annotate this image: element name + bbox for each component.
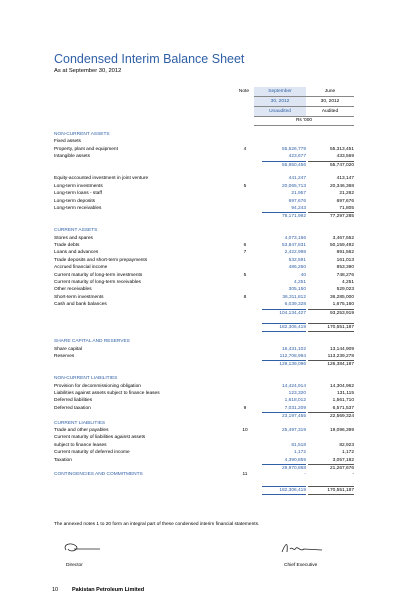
prior-value: - (352, 472, 354, 478)
statement-row (54, 301, 354, 308)
current-value: 182,306,419 (262, 486, 306, 495)
current-period-header-line2: 30, 2012 (270, 99, 290, 104)
row-label: Stores and spares (54, 235, 93, 241)
prior-value: 161,013 (336, 257, 354, 263)
current-value: 81,518 (291, 442, 306, 448)
row-label: Liabilities against assets subject to finance leases (54, 391, 160, 396)
row-label: Other receivables (54, 287, 92, 293)
current-value: 23,197,455 (262, 412, 306, 420)
prior-value: 14,304,962 (329, 383, 354, 389)
current-period-header-line3: Unaudited (269, 109, 291, 114)
row-label: Provision for decommissioning obligation (54, 383, 141, 389)
current-value: 7,031,209 (284, 405, 306, 411)
row-note: 7 (243, 250, 247, 256)
prior-value: 1,561,710 (332, 398, 354, 404)
current-value: 2,422,998 (284, 250, 306, 256)
subtotal-row (54, 464, 354, 471)
prior-value: 4,251 (341, 280, 354, 285)
current-value: 1,172 (293, 450, 306, 456)
current-value: 6,039,328 (284, 302, 306, 308)
chief-executive-signature (278, 540, 328, 556)
row-label: Cash and bank balances (54, 302, 107, 308)
row-label: Long-term investments (54, 183, 103, 189)
prior-value: 19,096,399 (329, 428, 354, 433)
section-heading (54, 227, 354, 234)
row-note: 6 (243, 243, 247, 248)
prior-value: 3,467,552 (332, 235, 354, 241)
prior-value: 36,285,000 (329, 294, 354, 300)
row-note: 5 (243, 183, 247, 189)
statement-row (54, 249, 354, 256)
current-value: 20,065,713 (281, 183, 306, 189)
subtotal-row (54, 309, 354, 316)
row-note: 11 (242, 472, 248, 478)
statement-row (54, 190, 354, 197)
prior-value: 55,747,020 (308, 161, 354, 169)
header-divider (254, 96, 354, 97)
row-label: Current maturity of long-term investments (54, 272, 143, 278)
row-label: Share capital (54, 346, 82, 352)
row-label: Taxation (54, 457, 72, 463)
row-label: Current maturity of liabilities against assets (54, 435, 146, 441)
prior-value: 82,923 (339, 442, 354, 448)
note-column-header: Note (238, 89, 250, 94)
chief-executive-label: Chief Executive (284, 563, 318, 568)
section-heading (54, 420, 354, 427)
statement-row (54, 146, 354, 153)
statement-row (54, 449, 354, 456)
prior-value: 21,267,676 (308, 464, 354, 472)
row-label: NON-CURRENT LIABILITIES (54, 376, 118, 382)
statement-row (54, 286, 354, 293)
prior-value: 13,144,909 (329, 346, 354, 352)
current-value: 55,950,456 (262, 161, 306, 169)
prior-value: 126,384,187 (308, 360, 354, 368)
statement-row (54, 235, 354, 242)
section-heading (54, 131, 354, 138)
statement-row (54, 442, 354, 449)
prior-value: 697,676 (336, 198, 354, 204)
director-label: Director (66, 563, 83, 568)
prior-period-header-line3: Audited (321, 109, 339, 114)
prior-value: 170,551,187 (308, 486, 354, 495)
statement-row (54, 153, 354, 160)
row-note: 4 (243, 146, 247, 152)
current-value: 1,618,012 (284, 398, 306, 404)
prior-value: 55,313,451 (329, 146, 354, 152)
row-label: Trade deposits and short-term prepayments (54, 257, 148, 263)
prior-value: 433,569 (336, 154, 354, 160)
prior-value: 170,551,187 (308, 323, 354, 332)
row-label: Trade and other payables (54, 428, 109, 433)
current-value: 29,970,868 (262, 464, 306, 472)
statement-row (54, 479, 354, 486)
row-label: Deferred liabilities (54, 398, 93, 404)
page-number: 10 (52, 587, 59, 593)
row-note: 5 (243, 272, 247, 278)
row-label: Long-term deposits (54, 198, 96, 204)
prior-value: 748,276 (336, 272, 354, 278)
prior-value: 77,297,285 (308, 212, 354, 220)
statement-row (54, 205, 354, 212)
statement-row (54, 242, 354, 249)
row-label: CURRENT ASSETS (54, 228, 98, 234)
prior-value: 22,569,324 (308, 412, 354, 420)
statement-row (54, 427, 354, 434)
row-label: CONTINGENCIES AND COMMITMENTS (54, 472, 143, 478)
row-label: Long-term loans - staff (54, 191, 102, 197)
prior-value: 6,571,537 (332, 405, 354, 411)
current-value: 123,320 (288, 391, 306, 396)
row-label: NON-CURRENT ASSETS (54, 132, 110, 137)
statement-row (54, 279, 354, 286)
current-value: 78,171,992 (262, 212, 306, 220)
current-value: 486,260 (288, 265, 306, 271)
prior-value: 71,805 (339, 206, 354, 211)
header-divider (254, 125, 354, 126)
page-title: Condensed Interim Balance Sheet (54, 52, 245, 66)
row-label: Fixed assets (54, 139, 81, 145)
prior-value: 131,115 (337, 391, 354, 396)
prior-value: 20,346,368 (329, 183, 354, 189)
current-value: 14,424,914 (281, 383, 306, 389)
statement-row (54, 331, 354, 338)
statement-row (54, 368, 354, 375)
current-value: 94,243 (291, 206, 306, 211)
statement-row (54, 264, 354, 271)
prior-period-header-line1: June (324, 89, 336, 94)
row-label: Property, plant and equipment (54, 146, 118, 152)
row-label: Short-term investments (54, 294, 104, 300)
row-label: Deferred taxation (54, 405, 91, 411)
current-value: 104,134,427 (262, 309, 306, 317)
current-value: 112,708,994 (279, 354, 306, 359)
prior-value: 113,239,278 (327, 354, 354, 359)
row-label: Current maturity of long-term receivables (54, 280, 141, 285)
current-value: 182,306,419 (262, 323, 306, 332)
row-note: 8 (243, 294, 247, 300)
current-value: 532,591 (288, 257, 306, 263)
grand-total-row (54, 486, 354, 493)
header-divider (254, 106, 354, 107)
currency-unit-header: Rs '000 (295, 118, 313, 123)
current-value: 40 (300, 272, 306, 278)
statement-row (54, 457, 354, 464)
director-signature (60, 540, 110, 556)
current-value: 21,957 (291, 191, 306, 197)
company-name: Pakistan Petroleum Limited (72, 587, 145, 593)
row-label: Intangible assets (54, 154, 91, 160)
current-value: 55,526,779 (281, 146, 306, 152)
section-heading (54, 338, 354, 345)
footnote: The annexed notes 1 to 20 form an integral part of these condensed interim financial statements. (54, 522, 260, 527)
grand-total-row (54, 323, 354, 330)
statement-row (54, 168, 354, 175)
page-subtitle: As at September 30, 2012 (54, 68, 122, 74)
current-value: 16,431,102 (281, 346, 306, 352)
row-note: 9 (243, 405, 247, 411)
current-value: 305,150 (288, 287, 306, 293)
statement-row (54, 294, 354, 301)
row-label: Long-term receivables (54, 206, 102, 211)
current-value: 441,247 (288, 176, 306, 182)
statement-row (54, 397, 354, 404)
subtotal-row (54, 212, 354, 219)
row-label: Current maturity of deferred income (54, 450, 130, 456)
row-label: Reserves (54, 354, 75, 359)
subtotal-row (54, 360, 354, 367)
statement-row (54, 257, 354, 264)
current-value: 423,677 (288, 154, 306, 160)
current-value: 4,251 (293, 280, 306, 285)
current-value: 129,139,096 (262, 360, 306, 368)
current-value: 697,676 (288, 198, 306, 204)
prior-period-header-line2: 30, 2012 (320, 99, 340, 104)
statement-row (54, 316, 354, 323)
subtotal-row (54, 161, 354, 168)
current-value: - (304, 472, 306, 478)
current-value: 53,847,831 (281, 243, 306, 248)
row-label: SHARE CAPITAL AND RESERVES (54, 339, 130, 345)
prior-value: 93,253,919 (308, 309, 354, 317)
section-heading (54, 375, 354, 382)
statement-row (54, 434, 354, 441)
row-label: Trade debts (54, 243, 80, 248)
row-label: Equity-accounted investment in joint venture (54, 176, 149, 182)
statement-row (54, 183, 354, 190)
prior-value: 1,172 (341, 450, 354, 456)
current-value: 4,390,859 (284, 457, 306, 463)
prior-value: 891,562 (336, 250, 354, 256)
prior-value: 21,262 (339, 191, 354, 197)
current-value: 4,073,166 (284, 235, 306, 241)
statement-row (54, 175, 354, 182)
current-period-header-line1: September (268, 89, 292, 94)
statement-row (54, 198, 354, 205)
statement-row (54, 353, 354, 360)
row-label: CURRENT LIABILITIES (54, 420, 106, 426)
subtotal-row (54, 412, 354, 419)
prior-value: 3,057,182 (332, 457, 354, 463)
prior-value: 1,675,160 (332, 302, 354, 308)
row-label: Loans and advances (54, 250, 99, 256)
statement-row (54, 220, 354, 227)
statement-row (54, 405, 354, 412)
statement-row (54, 390, 354, 397)
section-heading (54, 471, 354, 478)
prior-value: 50,159,492 (329, 243, 354, 248)
current-value: 36,311,812 (282, 294, 306, 300)
row-label: Accrued financial income (54, 265, 108, 271)
prior-value: 413,147 (336, 176, 354, 182)
header-divider (254, 116, 354, 117)
row-label: subject to finance leases (54, 442, 107, 448)
statement-row (54, 383, 354, 390)
row-note: 10 (242, 428, 248, 433)
current-value: 25,497,319 (281, 428, 306, 433)
statement-row (54, 272, 354, 279)
statement-row (54, 346, 354, 353)
prior-value: 529,023 (336, 287, 354, 293)
statement-row (54, 138, 354, 145)
prior-value: 853,390 (336, 265, 354, 271)
